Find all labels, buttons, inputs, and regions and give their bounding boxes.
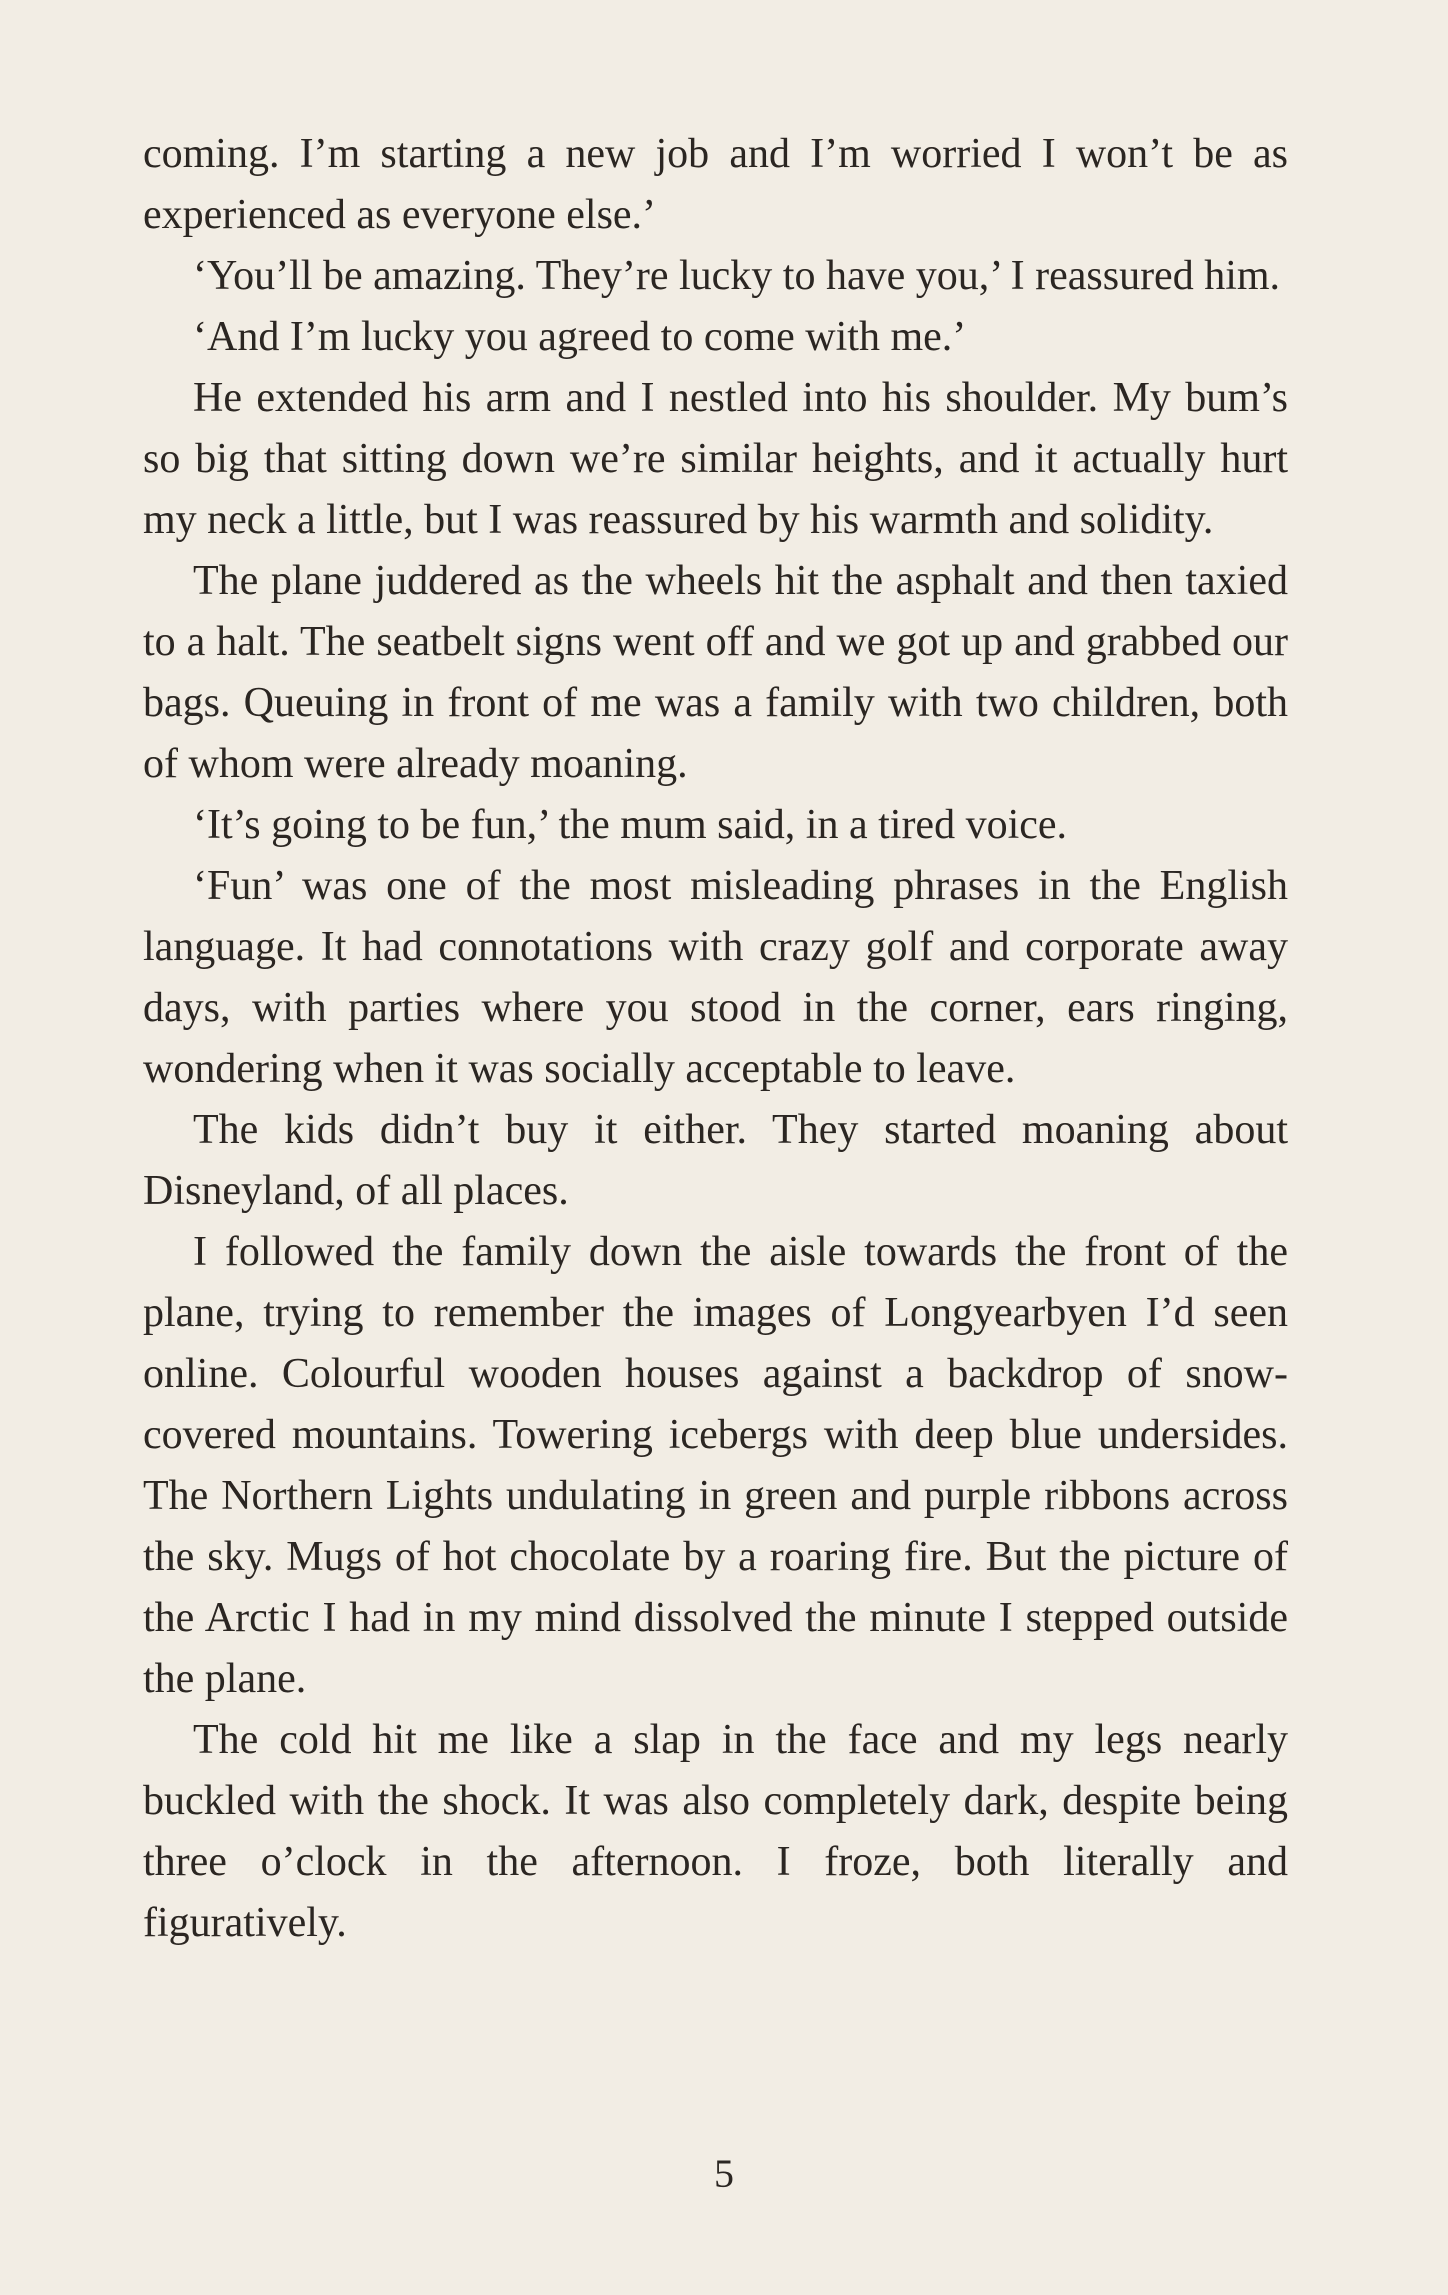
paragraph-2: ‘You’ll be amazing. They’re lucky to have you,’ I reassured him. bbox=[193, 253, 1281, 299]
page-number: 5 bbox=[714, 2151, 734, 2196]
paragraph-8: The kids didn’t buy it either. They started moaning about Disneyland, of all places. bbox=[143, 1107, 1288, 1214]
paragraph-9: I followed the family down the aisle towards the front of the plane, trying to remember the images of Longyearbyen I’d seen online. Colourful wooden houses against a backdrop of snow-covered mountains. Towering icebergs with deep blue undersides. The Northern Lights undulating in green and purple ribbons across the sky. Mugs of hot chocolate by a roaring fire. But the picture of the Arctic I had in my mind dissolved the minute I stepped outside the plane. bbox=[143, 1229, 1288, 1702]
paragraph-6: ‘It’s going to be fun,’ the mum said, in a tired voice. bbox=[193, 802, 1068, 848]
paragraph-7: ‘Fun’ was one of the most misleading phrases in the English language. It had connotations with crazy golf and corporate away days, with parties where you stood in the corner, ears ringing, wondering when it was socially acceptable to leave. bbox=[143, 863, 1288, 1092]
body-text bbox=[143, 124, 1288, 1954]
paragraph-3: ‘And I’m lucky you agreed to come with me.’ bbox=[193, 314, 967, 360]
paragraph-1: coming. I’m starting a new job and I’m worried I won’t be as experienced as everyone else.’ bbox=[143, 131, 1288, 238]
paragraph-4: He extended his arm and I nestled into his shoulder. My bum’s so big that sitting down we’re similar heights, and it actually hurt my neck a little, but I was reassured by his warmth and solidity. bbox=[143, 375, 1288, 543]
paragraph-5: The plane juddered as the wheels hit the asphalt and then taxied to a halt. The seatbelt signs went off and we got up and grabbed our bags. Queuing in front of me was a family with two children, both of whom were already moaning. bbox=[143, 558, 1288, 787]
paragraph-10: The cold hit me like a slap in the face and my legs nearly buckled with the shock. It was also completely dark, despite being three o’clock in the afternoon. I froze, both literally and figuratively. bbox=[143, 1717, 1288, 1946]
